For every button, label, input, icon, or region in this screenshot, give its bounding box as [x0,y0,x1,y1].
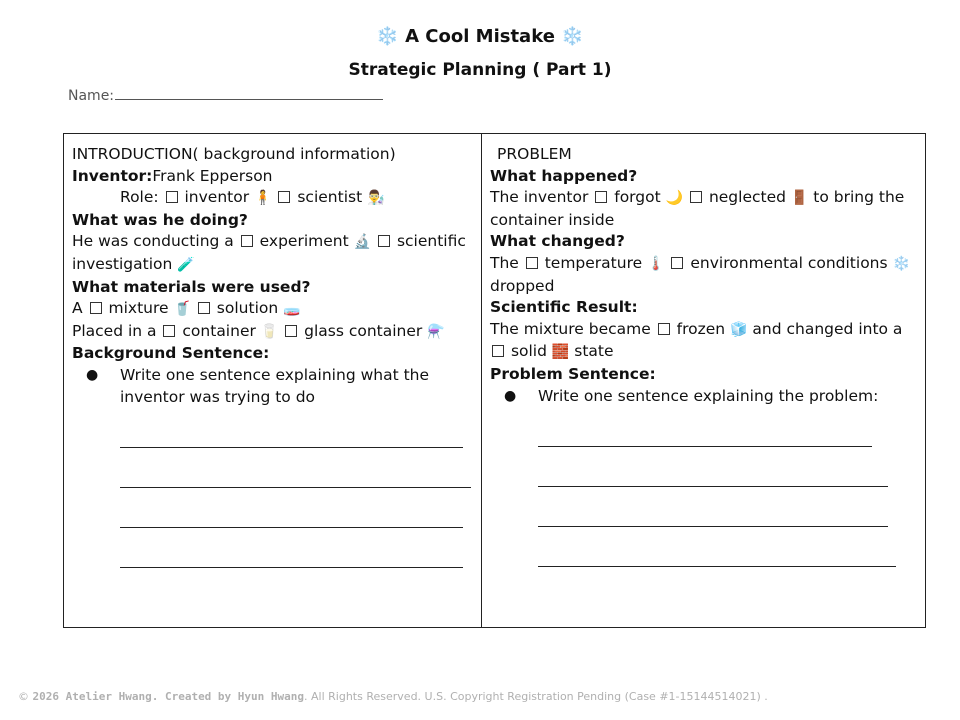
name-field [68,88,383,104]
problem-sentence-heading: Problem Sentence: [490,364,656,383]
question-happened: What happened? [490,166,638,185]
cup-icon: 🥤 [173,301,191,318]
forgot-text: forgot [614,188,661,207]
container-text: container [182,321,256,340]
scientific-result-heading: Scientific Result: [490,298,638,317]
inventor-label: Inventor: [72,166,153,185]
copyright-footer [18,690,768,703]
role-label: Role: [120,188,159,207]
environmental-text: environmental conditions [690,253,888,272]
worksheet-subtitle: Strategic Planning ( Part 1) [348,60,612,80]
experiment-text: experiment [259,232,349,251]
happened-line [490,187,917,231]
mixture-checkbox[interactable] [90,302,102,314]
result-prefix: The mixture became [490,319,651,338]
mixture-text: mixture [108,299,169,318]
question-materials: What materials were used? [72,277,311,296]
role-line [72,187,473,210]
problem-instruction [490,386,917,408]
glass-of-milk-icon: 🥛 [260,323,279,340]
experiment-checkbox[interactable] [241,235,253,247]
glass-container-checkbox[interactable] [285,325,297,337]
container-checkbox[interactable] [163,325,175,337]
doing-prefix: He was conducting a [72,232,234,251]
flask-icon: ⚗️ [427,323,445,340]
problem-heading: PROBLEM [497,145,572,163]
role-inventor-text: inventor [184,188,250,207]
neglected-text: neglected [708,188,786,207]
introduction-column [64,134,482,627]
materials-line [72,298,473,321]
name-label: Name: [68,88,115,104]
title-text: A Cool Mistake [405,26,555,47]
result-mid: and changed into a [752,319,903,338]
name-rule[interactable] [115,99,383,100]
answer-line[interactable] [538,565,896,567]
moon-icon: 🌙 [665,190,684,207]
snowflake-icon: ❄️ [892,255,910,272]
snowflake-icon: ❄️ [376,26,399,47]
happened-prefix: The inventor [490,188,589,207]
frozen-text: frozen [676,319,726,338]
solution-checkbox[interactable] [198,302,210,314]
bullet-icon: ● [86,366,99,383]
neglected-checkbox[interactable] [690,191,702,203]
result-suffix: state [574,342,614,361]
temperature-checkbox[interactable] [526,257,538,269]
scientist-icon: 👨‍🔬 [367,190,385,207]
answer-line[interactable] [538,485,888,487]
worksheet-title [0,26,960,47]
instruction-text: Write one sentence explaining what the inventor was trying to do [120,365,430,406]
planning-table [63,133,926,628]
solid-text: solid [510,342,547,361]
door-icon: 🚪 [790,190,809,207]
solution-text: solution [216,299,279,318]
materials-prefix: A [72,299,83,318]
petri-dish-icon: 🧫 [283,301,301,318]
changed-line [490,253,917,297]
answer-line[interactable] [120,486,471,488]
investigation-text: scientific investigation [72,232,466,273]
ice-cube-icon: 🧊 [730,321,748,338]
problem-column [482,134,925,627]
answer-line[interactable] [538,445,872,447]
result-line [490,319,917,364]
brick-icon: 🧱 [551,344,570,361]
test-tube-icon: 🧪 [177,256,195,273]
glass-container-text: glass container [304,321,423,340]
background-sentence-heading: Background Sentence: [72,344,270,363]
snowflake-icon: ❄️ [561,26,584,47]
investigation-checkbox[interactable] [378,235,390,247]
question-doing: What was he doing? [72,210,248,229]
footer-brand: 2026 Atelier Hwang. Created by Hyun Hwang [32,690,305,703]
thermometer-icon: 🌡️ [647,255,665,272]
solid-checkbox[interactable] [492,345,504,357]
footer-rights: . All Rights Reserved. U.S. Copyright Registration Pending (Case #1-15144514021) . [304,690,768,703]
frozen-checkbox[interactable] [658,323,670,335]
role-scientist-checkbox[interactable] [278,191,290,203]
answer-line[interactable] [120,446,463,448]
answer-line[interactable] [120,526,463,528]
doing-line [72,231,473,276]
copyright-icon: © [18,690,29,703]
environmental-checkbox[interactable] [671,257,683,269]
answer-line[interactable] [120,566,463,568]
temperature-text: temperature [544,253,643,272]
microscope-icon: 🔬 [353,234,372,251]
inventor-name: Frank Epperson [152,166,273,185]
inventor-line [72,166,473,188]
answer-line[interactable] [538,525,888,527]
placed-line [72,321,473,344]
bullet-icon: ● [504,387,517,404]
changed-suffix: dropped [490,276,555,295]
person-icon: 🧍 [254,190,272,207]
forgot-checkbox[interactable] [595,191,607,203]
background-instruction [72,365,473,408]
role-scientist-text: scientist [297,188,363,207]
instruction-text: Write one sentence explaining the problem: [538,386,879,405]
placed-prefix: Placed in a [72,321,157,340]
intro-heading: INTRODUCTION( background information) [72,145,396,163]
happened-suffix: to bring the container inside [490,188,905,229]
changed-prefix: The [490,253,519,272]
role-inventor-checkbox[interactable] [166,191,178,203]
question-changed: What changed? [490,232,625,251]
